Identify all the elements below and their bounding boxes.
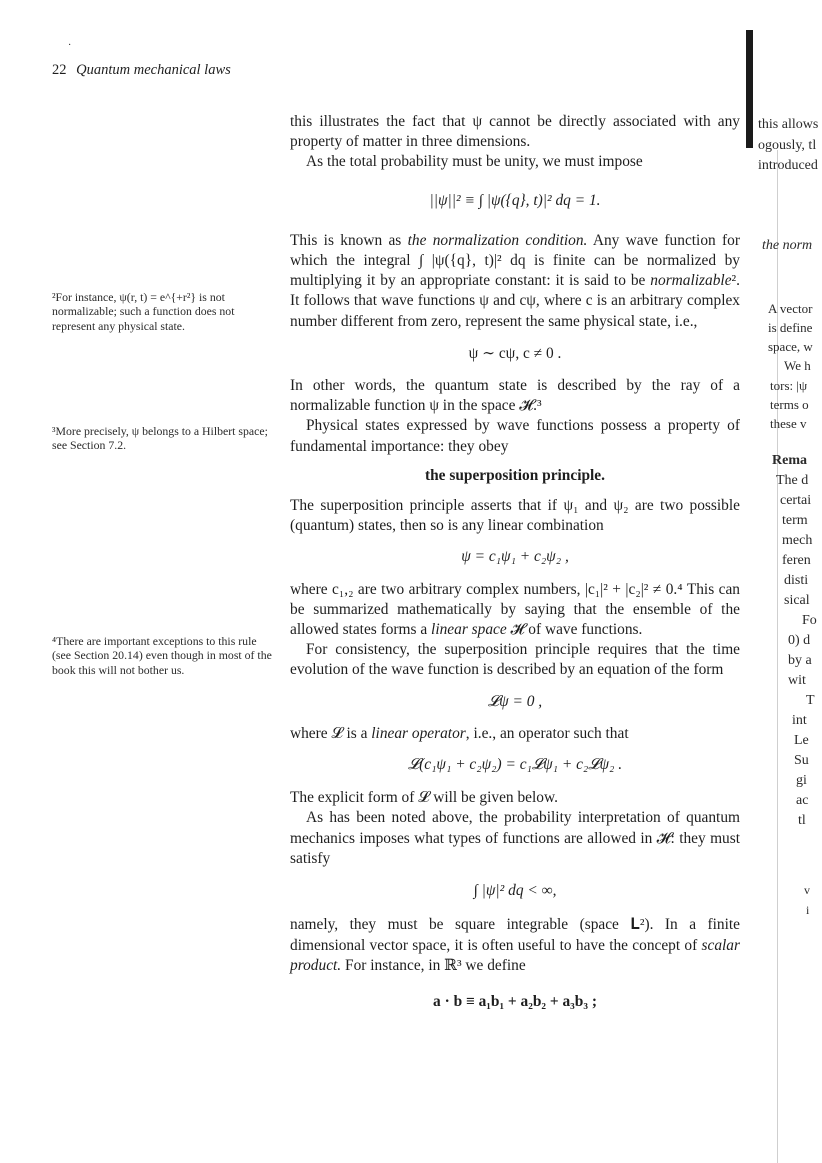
- bleed-text: sical: [784, 593, 810, 608]
- stray-dot: ·: [68, 40, 72, 51]
- paragraph: This is known as the normalization condition. Any wave function for which the integral ∫ |ψ({q}, t)|² dq is finite can be normalized by multiplying it by an appropriate constant: it is said to be normalizable². It follows that wave functions ψ and cψ, where c is an arbitrary complex number different from zero, represent the same physical state, i.e.,: [290, 231, 740, 330]
- bleed-text: 0) d: [788, 633, 811, 648]
- footnote-2: ²For instance, ψ(r, t) = e^{+r²} is not normalizable; such a function does not represent any physical state.: [52, 290, 235, 333]
- bleed-text: Le: [794, 733, 809, 748]
- bleed-text: T: [806, 693, 815, 708]
- bleed-text: i: [806, 903, 810, 917]
- paragraph: As the total probability must be unity, we must impose: [306, 153, 643, 171]
- bleed-text: this allows: [758, 117, 819, 132]
- paragraph: namely, they must be square integrable (space 𝐋²). In a finite dimensional vector space, it is often useful to have the concept of scalar product. For instance, in ℝ³ we define: [290, 916, 740, 974]
- bleed-text: is define: [768, 320, 813, 335]
- running-header: [52, 62, 231, 79]
- bleed-text: mech: [782, 533, 813, 548]
- paragraph: this illustrates the fact that ψ cannot be directly associated with any property of matter in three dimensions.: [290, 113, 740, 151]
- bleed-text: by a: [788, 653, 812, 668]
- paragraph: where 𝓛 is a linear operator, i.e., an operator such that: [290, 724, 629, 742]
- bleed-text: these v: [770, 416, 807, 431]
- bleed-text: wit: [788, 673, 806, 688]
- superposition-heading: the superposition principle.: [424, 466, 605, 484]
- bleed-text: gi: [796, 773, 807, 788]
- footnote-3: ³More precisely, ψ belongs to a Hilbert space; see Section 7.2.: [52, 424, 268, 453]
- running-title: Quantum mechanical laws: [76, 62, 231, 78]
- main-text: [290, 112, 740, 1012]
- binding-shadow: [746, 30, 753, 148]
- page-number: 22: [52, 62, 67, 78]
- bleed-text: ac: [796, 793, 809, 808]
- bleed-text: term: [782, 513, 808, 528]
- paragraph: Physical states expressed by wave functions possess a property of fundamental importance: they obey: [290, 417, 740, 455]
- bleed-text: The d: [776, 473, 809, 488]
- paragraph: The explicit form of 𝓛 will be given below.: [290, 789, 558, 807]
- bleed-text: We h: [784, 358, 811, 373]
- bleed-text: certai: [780, 493, 812, 508]
- paragraph: In other words, the quantum state is described by the ray of a normalizable function ψ in the space 𝓗.³: [290, 377, 740, 415]
- bleed-text: int: [792, 713, 807, 728]
- bleed-text: A vector: [768, 301, 813, 316]
- paragraph: The superposition principle asserts that if ψ₁ and ψ₂ are two possible (quantum) states, then so is any linear combination: [290, 497, 740, 535]
- paragraph: For consistency, the superposition principle requires that the time evolution of the wave function is described by an equation of the form: [290, 641, 740, 679]
- equation-normalization: ||ψ||² ≡ ∫ |ψ({q}, t)|² dq = 1.: [429, 191, 601, 209]
- equation-linear: 𝓛ψ = 0 ,: [487, 692, 543, 710]
- bleed-text: terms o: [770, 397, 809, 412]
- paragraph: As has been noted above, the probability interpretation of quantum mechanics imposes what types of functions are allowed in 𝓗: they must satisfy: [290, 809, 740, 867]
- bleed-text: v: [804, 883, 810, 897]
- bleed-text: the norm: [762, 238, 813, 253]
- bleed-text: tors: |ψ: [770, 378, 808, 393]
- bleed-text: disti: [784, 573, 809, 588]
- bleed-text: Rema: [772, 453, 807, 468]
- bleed-text: Su: [794, 753, 809, 768]
- bleed-text: Fo: [802, 613, 817, 628]
- equation-scalar-product: a · b ≡ a₁b₁ + a₂b₂ + a₃b₃ ;: [433, 992, 597, 1010]
- adjacent-page-edge: [746, 0, 822, 1163]
- equation-ray: ψ ∼ cψ, c ≠ 0 .: [468, 344, 562, 362]
- bleed-text: ogously, tl: [758, 138, 817, 153]
- bleed-text: space, w: [768, 339, 813, 354]
- equation-square-integrable: ∫ |ψ|² dq < ∞,: [473, 882, 557, 900]
- bleed-text: feren: [782, 553, 811, 568]
- paragraph: where c₁,₂ are two arbitrary complex numbers, |c₁|² + |c₂|² ≠ 0.⁴ This can be summarized mathematically by saying that the ensemble of the allowed states forms a linear space 𝓗 of wave functions.: [290, 580, 740, 639]
- equation-superposition: ψ = c₁ψ₁ + c₂ψ₂ ,: [461, 548, 569, 566]
- equation-operator: 𝓛(c₁ψ₁ + c₂ψ₂) = c₁𝓛ψ₁ + c₂𝓛ψ₂ .: [407, 756, 623, 774]
- bleed-text: tl: [798, 813, 806, 828]
- bleed-text: introduced: [758, 158, 818, 173]
- footnote-4: ⁴There are important exceptions to this rule (see Section 20.14) even though in most of the book this will not bother us.: [52, 634, 272, 677]
